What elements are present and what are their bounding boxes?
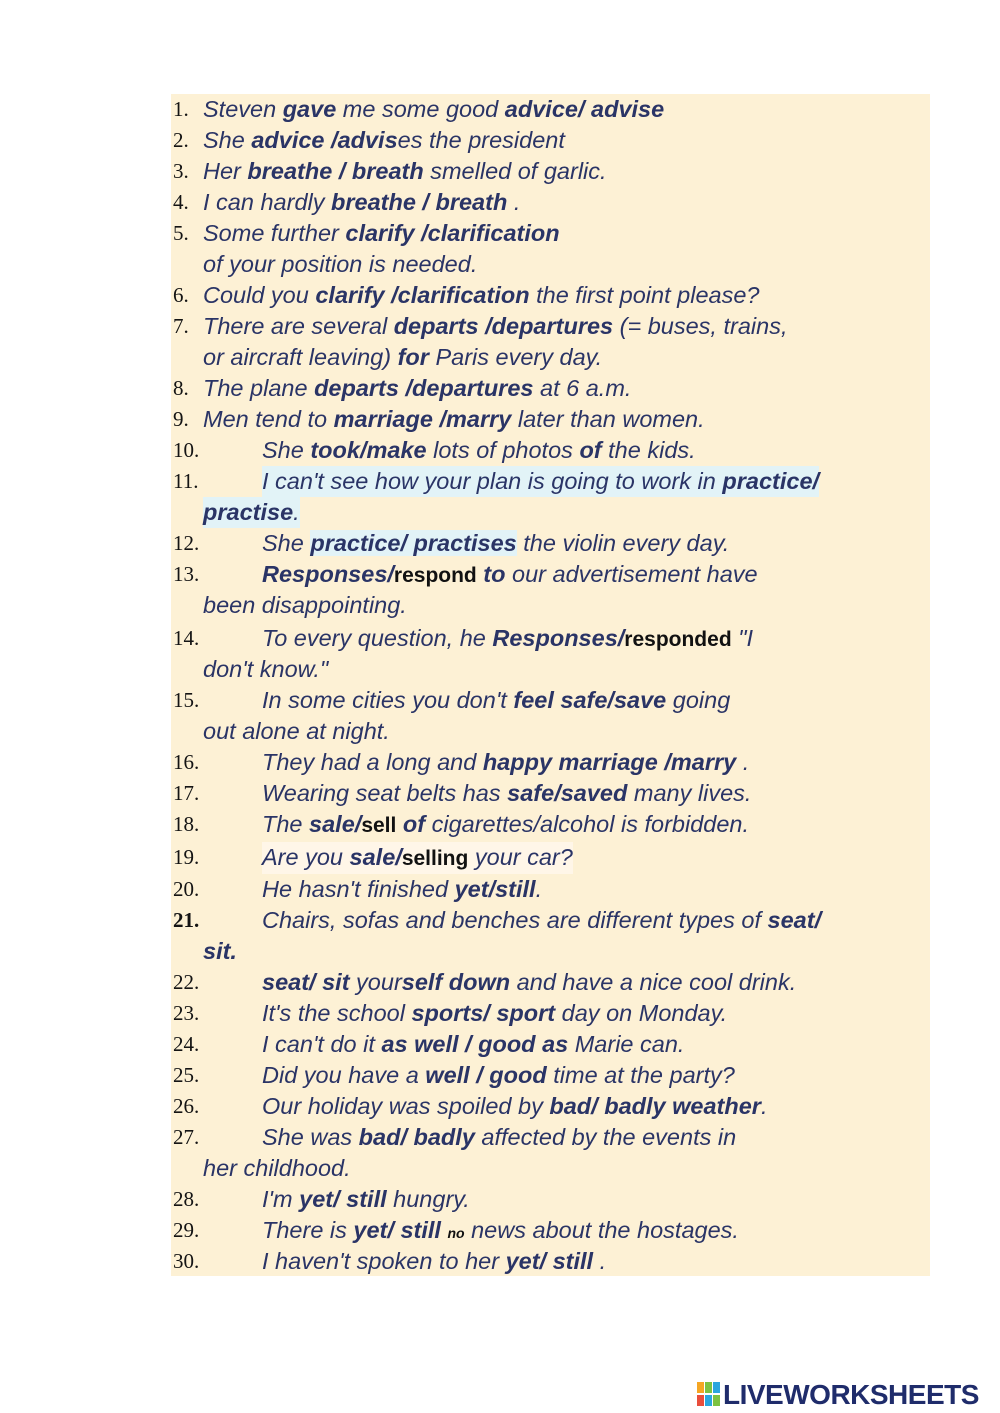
item-text: I haven't spoken to her yet/ still . (262, 1248, 607, 1274)
list-item (171, 1184, 930, 1215)
item-text: Her breathe / breath smelled of garlic. (203, 158, 607, 184)
list-item (171, 1091, 930, 1122)
item-text: I can hardly breathe / breath . (203, 189, 521, 215)
item-continuation: of your position is needed. (203, 251, 478, 277)
list-item (171, 466, 930, 528)
list-item (171, 747, 930, 778)
item-number: 24. (173, 1032, 200, 1056)
item-text: It's the school sports/ sport day on Monday. (262, 1000, 728, 1026)
item-text: Did you have a well / good time at the party? (262, 1062, 735, 1088)
item-text: The plane departs /departures at 6 a.m. (203, 375, 632, 401)
list-item (171, 1060, 930, 1091)
item-text: The sale/sell of cigarettes/alcohol is forbidden. (262, 811, 750, 837)
list-item (171, 778, 930, 809)
item-number: 18. (173, 812, 200, 836)
item-text: Could you clarify /clarification the first point please? (203, 282, 760, 308)
item-number: 8. (173, 376, 189, 400)
item-text: He hasn't finished yet/still. (262, 876, 543, 902)
item-number: 3. (173, 159, 189, 183)
list-item (171, 404, 930, 435)
list-item (171, 874, 930, 905)
list-item (171, 809, 930, 840)
item-text: Steven gave me some good advice/ advise (203, 96, 665, 122)
item-text: Responses/respond to our advertisement have (262, 561, 758, 587)
item-number: 9. (173, 407, 189, 431)
list-item (171, 1029, 930, 1060)
item-continuation: practise. (203, 497, 300, 528)
item-text: I can't do it as well / good as Marie can. (262, 1031, 685, 1057)
list-item (171, 1122, 930, 1184)
item-number: 26. (173, 1094, 200, 1118)
item-number: 14. (173, 626, 200, 650)
item-text: Are you sale/selling your car? (262, 842, 573, 874)
item-number: 16. (173, 750, 200, 774)
list-item (171, 280, 930, 311)
item-text: Men tend to marriage /marry later than women. (203, 406, 705, 432)
item-number: 23. (173, 1001, 200, 1025)
item-text: Chairs, sofas and benches are different types of seat/ (262, 907, 822, 933)
item-text: Some further clarify /clarification (203, 220, 560, 246)
item-number: 1. (173, 97, 189, 121)
item-text: To every question, he Responses/responded "I (262, 625, 754, 651)
item-number: 20. (173, 877, 200, 901)
item-number: 13. (173, 562, 200, 586)
list-item (171, 842, 930, 873)
list-item (171, 528, 930, 559)
item-number: 27. (173, 1125, 200, 1149)
list-item (171, 905, 930, 967)
list-item (171, 311, 930, 373)
item-text: She advice /advises the president (203, 127, 565, 153)
list-item (171, 1246, 930, 1277)
item-text: I can't see how your plan is going to work in practice/ (262, 466, 819, 497)
item-number: 25. (173, 1063, 200, 1087)
item-text: There are several departs /departures (= buses, trains, (203, 313, 788, 339)
item-text: seat/ sit yourself down and have a nice cool drink. (262, 969, 797, 995)
list-item (171, 967, 930, 998)
item-number: 29. (173, 1218, 200, 1242)
item-number: 11. (173, 469, 199, 493)
item-number: 4. (173, 190, 189, 214)
item-continuation: don't know." (203, 656, 329, 682)
list-item (171, 156, 930, 187)
liveworksheets-logo-text: LIVEWORKSHEETS (723, 1379, 979, 1410)
liveworksheets-logo[interactable] (697, 1380, 995, 1410)
list-item (171, 125, 930, 156)
list-item (171, 94, 930, 125)
item-number: 22. (173, 970, 200, 994)
item-text: There is yet/ still no news about the hostages. (262, 1217, 739, 1243)
item-text: Our holiday was spoiled by bad/ badly weather. (262, 1093, 768, 1119)
item-continuation: out alone at night. (203, 718, 390, 744)
item-number: 30. (173, 1249, 200, 1273)
item-number: 2. (173, 128, 189, 152)
item-text: She practice/ practises the violin every day. (262, 530, 730, 556)
item-number: 15. (173, 688, 200, 712)
item-number: 12. (173, 531, 200, 555)
item-number: 7. (173, 314, 189, 338)
item-continuation: been disappointing. (203, 592, 407, 618)
item-number: 21. (173, 908, 200, 932)
list-item (171, 187, 930, 218)
item-continuation: her childhood. (203, 1155, 351, 1181)
item-text: In some cities you don't feel safe/save going (262, 687, 731, 713)
item-number: 19. (173, 845, 200, 869)
list-item (171, 559, 930, 621)
item-number: 5. (173, 221, 189, 245)
item-text: They had a long and happy marriage /marry . (262, 749, 750, 775)
item-number: 6. (173, 283, 189, 307)
item-text: I'm yet/ still hungry. (262, 1186, 470, 1212)
list-item (171, 685, 930, 747)
list-item (171, 435, 930, 466)
list-item (171, 1215, 930, 1246)
list-item (171, 373, 930, 404)
item-continuation: or aircraft leaving) for Paris every day. (203, 344, 603, 370)
item-number: 10. (173, 438, 200, 462)
item-text: She took/make lots of photos of the kids. (262, 437, 696, 463)
item-number: 17. (173, 781, 200, 805)
list-item (171, 998, 930, 1029)
item-text: She was bad/ badly affected by the events in (262, 1124, 737, 1150)
list-item (171, 623, 930, 685)
liveworksheets-logo-icon (697, 1382, 721, 1406)
list-item (171, 218, 930, 280)
item-text: Wearing seat belts has safe/saved many lives. (262, 780, 752, 806)
item-continuation: sit. (203, 938, 237, 964)
item-number: 28. (173, 1187, 200, 1211)
